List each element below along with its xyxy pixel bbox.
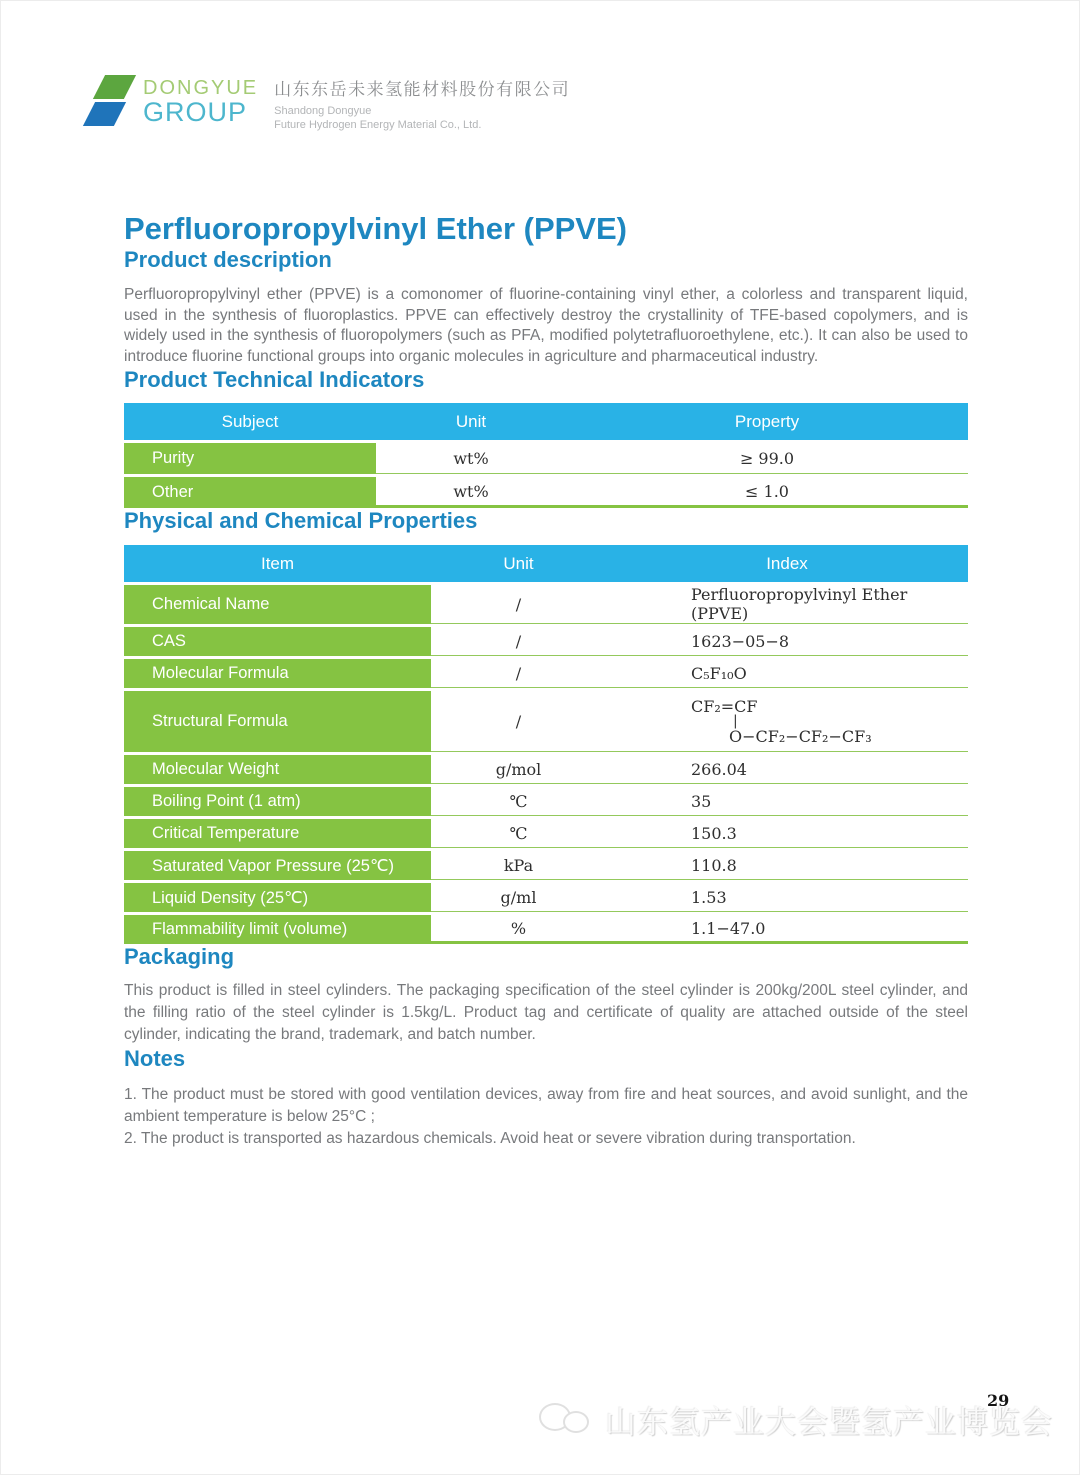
note-item-1: 1. The product must be stored with good ventilation devices, away from fire and heat sources, and avoid sunlight, and the ambient temperature is below 25°C ; <box>124 1086 968 1125</box>
index-cell: Perfluoropropylvinyl Ether (PPVE) <box>691 585 908 623</box>
watermark-text: 山东氢产业大会暨氢产业博览会 <box>605 1405 1053 1440</box>
row-label: Saturated Vapor Pressure (25℃) <box>124 851 431 880</box>
row-label: Other <box>124 477 376 508</box>
unit-cell: ℃ <box>509 823 528 843</box>
index-cell: 150.3 <box>691 823 737 843</box>
row-label: Critical Temperature <box>124 819 431 848</box>
structural-formula <box>606 693 968 750</box>
table-row <box>124 787 968 816</box>
unit-cell: / <box>515 594 522 614</box>
table-row <box>124 585 968 624</box>
row-label: Molecular Weight <box>124 755 431 784</box>
properties-table-header-row <box>124 545 968 582</box>
row-label: CAS <box>124 627 431 656</box>
section-heading-description: Product description <box>124 247 332 272</box>
unit-cell: % <box>510 918 527 938</box>
index-cell: 110.8 <box>691 855 737 875</box>
wechat-bubbles-icon <box>537 1399 599 1441</box>
unit-cell: wt% <box>453 481 489 501</box>
company-identity <box>274 71 570 132</box>
table-row <box>124 477 968 508</box>
row-label: Purity <box>124 443 376 474</box>
row-label: Liquid Density (25℃) <box>124 883 431 912</box>
logo-parallelogram-blue-icon <box>83 102 126 126</box>
column-header-index: Index <box>766 553 808 573</box>
technical-indicators-table <box>124 403 968 508</box>
section-heading-packaging: Packaging <box>124 944 235 969</box>
unit-cell: / <box>515 663 522 683</box>
formula-line-top: CF₂=CF <box>691 696 758 716</box>
table-row <box>124 755 968 784</box>
row-label: Molecular Formula <box>124 659 431 688</box>
company-name-en-line1: Shandong Dongyue <box>274 105 372 117</box>
formula-bond-bar: | <box>733 712 738 729</box>
company-name-cn: 山东东岳未来氢能材料股份有限公司 <box>274 80 571 99</box>
column-header-item: Item <box>260 553 295 573</box>
section-heading-technical-indicators: Product Technical Indicators <box>124 367 425 392</box>
property-cell: ≥ 99.0 <box>739 448 795 468</box>
unit-cell: g/mol <box>495 759 542 779</box>
index-cell: C₅F₁₀O <box>691 663 747 683</box>
index-cell: 35 <box>691 791 712 811</box>
formula-line-bottom: O−CF₂−CF₂−CF₃ <box>729 726 872 746</box>
brand-header <box>83 71 570 133</box>
company-name-en-line2: Future Hydrogen Energy Material Co., Ltd. <box>274 119 482 131</box>
table-row-structural-formula <box>124 691 968 752</box>
unit-cell: wt% <box>453 448 489 468</box>
column-header-property: Property <box>734 411 800 431</box>
note-item-2: 2. The product is transported as hazardous chemicals. Avoid heat or severe vibration during transportation. <box>124 1130 856 1147</box>
unit-cell: / <box>515 711 522 731</box>
unit-cell: / <box>515 631 522 651</box>
footer-watermark <box>537 1397 1053 1442</box>
table-row <box>124 443 968 474</box>
technical-table-header-row <box>124 403 968 440</box>
unit-cell: ℃ <box>509 791 528 811</box>
unit-cell: g/ml <box>500 887 537 907</box>
column-header-unit: Unit <box>455 411 487 431</box>
table-row <box>124 819 968 848</box>
dongyue-logo-icon <box>83 71 135 133</box>
row-label: Flammability limit (volume) <box>124 915 431 944</box>
unit-cell: kPa <box>503 855 534 875</box>
document-content <box>124 211 968 1150</box>
notes-list <box>124 1084 968 1150</box>
page-title: Perfluoropropylvinyl Ether (PPVE) <box>124 211 627 246</box>
index-cell: 1.53 <box>691 887 727 907</box>
logo-parallelogram-green-icon <box>93 75 136 99</box>
column-header-subject: Subject <box>221 411 279 431</box>
logo-wordmark-group: GROUP <box>143 97 248 127</box>
section-heading-physical-chemical: Physical and Chemical Properties <box>124 508 478 533</box>
row-label: Boiling Point (1 atm) <box>124 787 431 816</box>
table-row <box>124 915 968 944</box>
table-row <box>124 883 968 912</box>
description-paragraph: Perfluoropropylvinyl ether (PPVE) is a comonomer of fluorine-containing vinyl ether, a colorless and transparent liquid, used in the synthesis of fluoroplastics. PPVE can effectively destroy the crystallinity of TFE-based copolymers, and is widely used in the synthesis of fluoropolymers (such as PFA, modified polytetrafluoroethylene, etc.). It can also be used to introduce fluorine functional groups into organic molecules in agriculture and pharmaceutical industry. <box>124 286 968 365</box>
dongyue-logo <box>83 71 258 133</box>
logo-wordmark <box>143 78 258 126</box>
property-cell: ≤ 1.0 <box>745 481 789 501</box>
page-number: 29 <box>987 1391 1010 1410</box>
index-cell: 266.04 <box>691 759 747 779</box>
table-row <box>124 851 968 880</box>
index-cell: 1.1−47.0 <box>691 918 766 938</box>
section-heading-notes: Notes <box>124 1046 186 1071</box>
index-cell: 1623−05−8 <box>691 631 790 651</box>
table-row <box>124 627 968 656</box>
column-header-unit: Unit <box>503 553 534 573</box>
row-label: Structural Formula <box>124 691 431 752</box>
logo-wordmark-dongyue: DONGYUE <box>143 77 259 99</box>
row-label: Chemical Name <box>124 585 431 624</box>
physical-chemical-table <box>124 545 968 944</box>
company-name-en <box>274 104 570 132</box>
table-row <box>124 659 968 688</box>
packaging-paragraph: This product is filled in steel cylinders. The packaging specification of the steel cylinder is 200kg/200L steel cylinder, and the filling ratio of the steel cylinder is 1.5kg/L. Product tag and certificate of quality are attached outside of the steel cylinder, indicating the brand, trademark, and batch number. <box>124 982 968 1043</box>
